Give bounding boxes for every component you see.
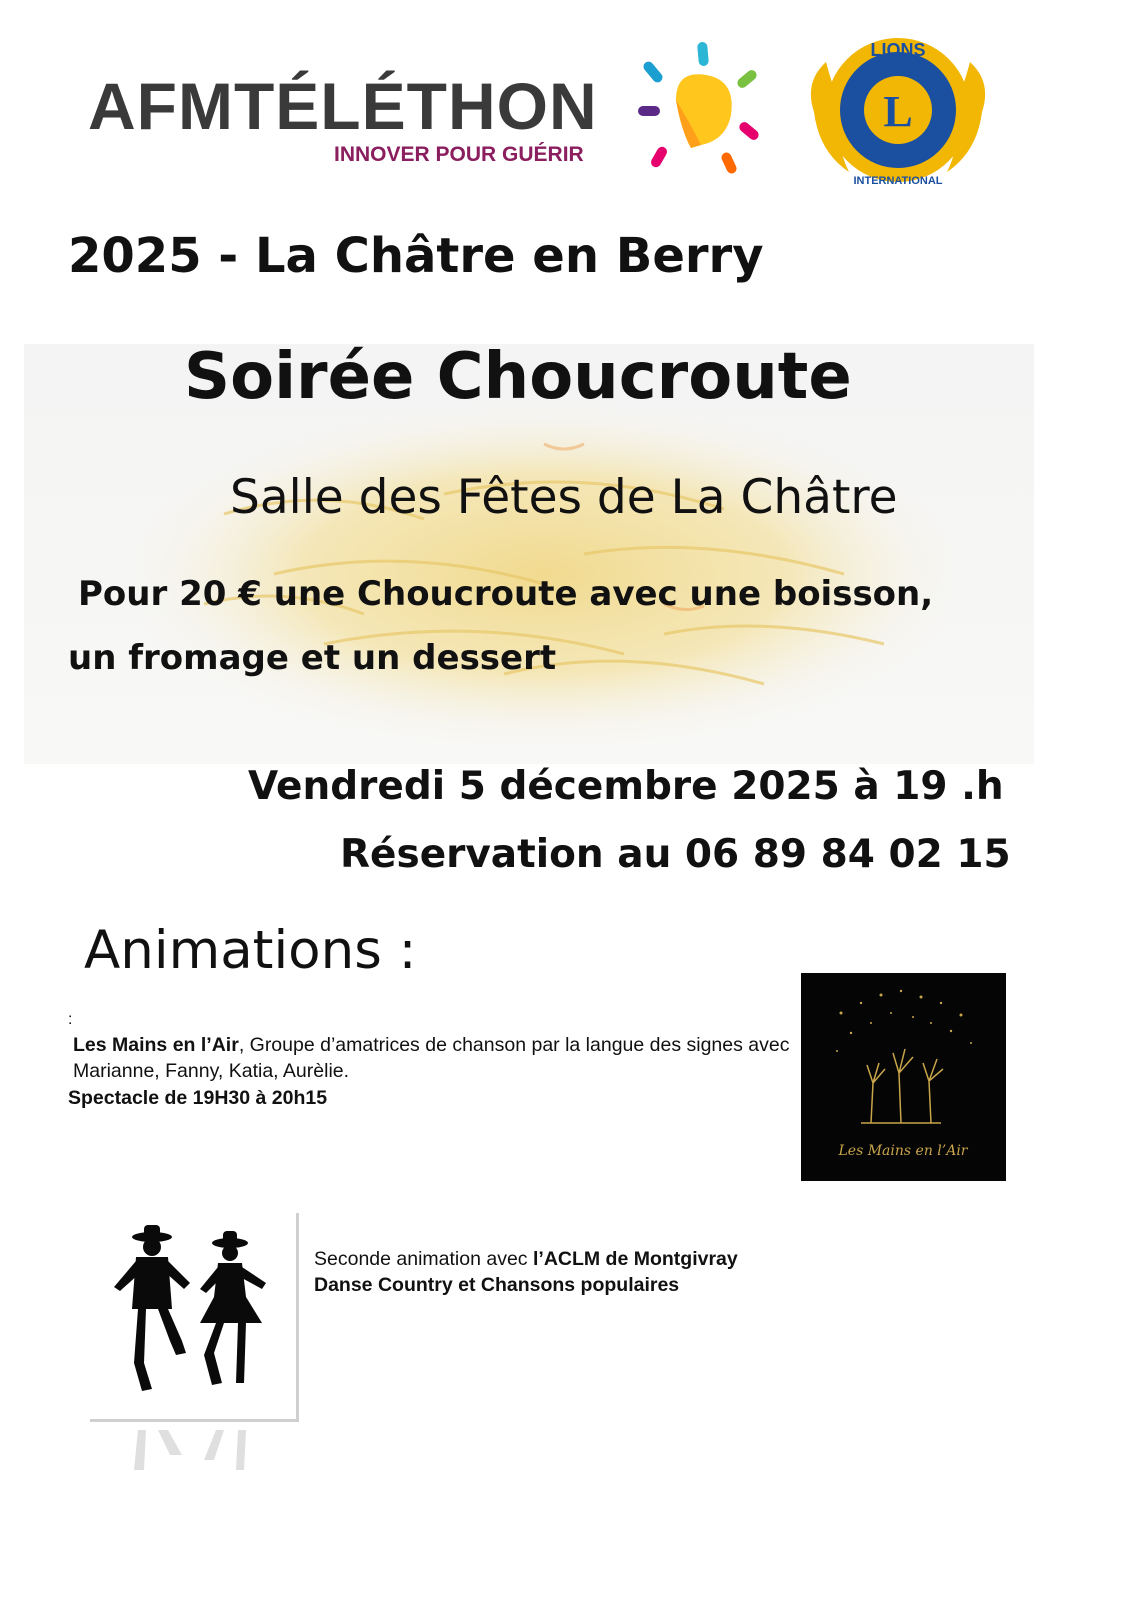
lions-international-logo xyxy=(804,22,992,196)
year-location-title: 2025 - La Châtre en Berry xyxy=(68,228,764,284)
lions-bottom-text: INTERNATIONAL xyxy=(853,175,943,187)
mains-en-lair-image xyxy=(801,973,1006,1181)
afm-tagline: INNOVER POUR GUÉRIR xyxy=(334,143,584,166)
dancers-silhouette-icon xyxy=(90,1213,296,1419)
afm-telethon-logo xyxy=(88,40,768,190)
dancers-reflection-icon xyxy=(90,1430,296,1550)
second-group: l’ACLM de Montgivray xyxy=(532,1248,738,1270)
venue: Salle des Fêtes de La Châtre xyxy=(230,470,898,525)
reservation-phone: Réservation au 06 89 84 02 15 xyxy=(340,832,1011,877)
stray-colon: : xyxy=(68,1011,73,1028)
show-schedule: Spectacle de 19H30 à 20h15 xyxy=(68,1087,328,1109)
event-date: Vendredi 5 décembre 2025 à 19 .h xyxy=(248,764,1004,809)
dancers-reflection xyxy=(90,1430,296,1550)
mains-caption: Les Mains en l’Air xyxy=(838,1143,968,1159)
offer-line-1: Pour 20 € une Choucroute avec une boisson, xyxy=(78,574,934,614)
second-intro: Seconde animation avec xyxy=(314,1248,533,1270)
raised-hands-icon xyxy=(801,973,1006,1181)
group-description: , Groupe d’amatrices de chanson par la langue des signes avec Marianne, Fanny, Katia, Aurèlie. xyxy=(73,1034,790,1082)
afm-wordmark: AFMTÉLÉTHON xyxy=(88,69,598,143)
country-dancers-image xyxy=(90,1213,299,1422)
offer-line-2: un fromage et un dessert xyxy=(68,638,557,678)
first-animation xyxy=(68,1012,798,1111)
sun-icon xyxy=(636,40,766,180)
lions-l-letter: L xyxy=(883,87,913,136)
animations-heading: Animations : xyxy=(84,920,417,981)
lions-top-text: LIONS xyxy=(870,40,926,60)
second-details: Danse Country et Chansons populaires xyxy=(314,1274,680,1296)
event-title: Soirée Choucroute xyxy=(184,340,852,414)
group-name: Les Mains en l’Air xyxy=(73,1034,239,1056)
second-animation xyxy=(314,1246,738,1298)
